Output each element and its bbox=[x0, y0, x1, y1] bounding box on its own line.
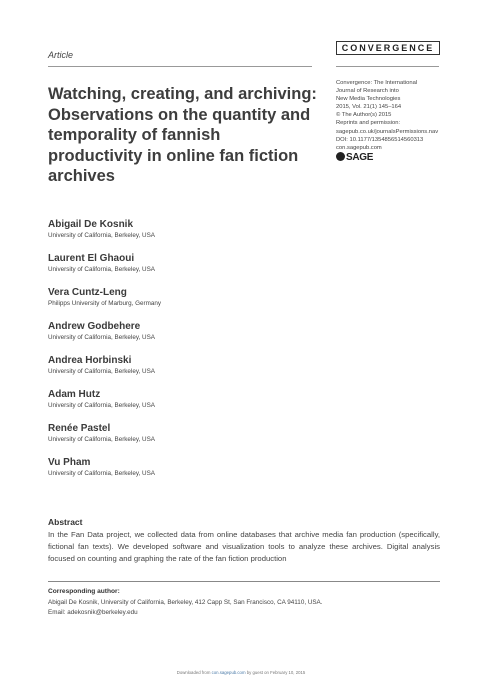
header-divider-right bbox=[336, 66, 439, 67]
meta-line: Reprints and permission: bbox=[336, 120, 401, 127]
author-name: Laurent El Ghaoui bbox=[48, 253, 135, 264]
author-name: Adam Hutz bbox=[48, 389, 101, 400]
meta-line[interactable]: sagepub.co.uk/journalsPermissions.nav bbox=[336, 128, 439, 135]
author-block bbox=[48, 219, 348, 240]
author-block bbox=[48, 389, 348, 410]
footer-suffix: by guest on February 10, 2015 bbox=[246, 670, 306, 675]
publisher-name: SAGE bbox=[346, 152, 374, 163]
journal-meta bbox=[336, 79, 456, 152]
sage-circle-icon bbox=[336, 152, 345, 161]
author-block bbox=[48, 457, 348, 478]
corresponding-email[interactable]: Email: adekosnik@berkeley.edu bbox=[48, 608, 138, 616]
paper-title: Watching, creating, and archiving: Observations on the quantity and temporality of fannish productivity in online fan fiction archives bbox=[48, 85, 317, 185]
footer-prefix: Downloaded from bbox=[176, 670, 211, 675]
author-block bbox=[48, 355, 348, 376]
author-affiliation: University of California, Berkeley, USA bbox=[48, 402, 155, 409]
author-name: Vu Pham bbox=[48, 457, 91, 468]
author-name: Renée Pastel bbox=[48, 423, 111, 434]
author-block bbox=[48, 287, 348, 308]
author-affiliation: University of California, Berkeley, USA bbox=[48, 232, 155, 239]
author-name: Andrew Godbehere bbox=[48, 321, 141, 332]
author-affiliation: University of California, Berkeley, USA bbox=[48, 470, 155, 477]
author-name: Andrea Horbinski bbox=[48, 355, 132, 366]
corresponding-heading: Corresponding author: bbox=[48, 588, 120, 595]
author-block bbox=[48, 321, 348, 342]
abstract-text: In the Fan Data project, we collected data from online databases that archive media fan production (specifically, fictional fan texts). We developed software and visualization tools to analyze these archives. Digital analysis focused on counting and graphing the rate of the fan fiction production bbox=[48, 530, 440, 563]
footer-link[interactable]: con.sagepub.com bbox=[211, 670, 246, 675]
meta-line: New Media Technologies bbox=[336, 96, 401, 103]
author-block bbox=[48, 423, 348, 444]
corresponding-details bbox=[48, 598, 440, 617]
author-affiliation: University of California, Berkeley, USA bbox=[48, 334, 155, 341]
meta-line: 2015, Vol. 21(1) 145–164 bbox=[336, 104, 402, 111]
author-name: Abigail De Kosnik bbox=[48, 219, 134, 230]
publisher-logo bbox=[336, 152, 373, 163]
header-divider bbox=[48, 66, 312, 67]
corresponding-address: Abigail De Kosnik, University of California, Berkeley, 412 Capp St, San Francisco, CA 94110, USA. bbox=[48, 599, 323, 606]
journal-logo: CONVERGENCE bbox=[336, 41, 440, 55]
author-affiliation: University of California, Berkeley, USA bbox=[48, 368, 155, 375]
author-affiliation: University of California, Berkeley, USA bbox=[48, 266, 155, 273]
meta-line: Convergence: The International bbox=[336, 80, 418, 86]
download-footer bbox=[0, 670, 482, 675]
author-affiliation: Philipps University of Marburg, Germany bbox=[48, 300, 162, 307]
abstract-heading: Abstract bbox=[48, 517, 83, 527]
section-divider bbox=[48, 581, 440, 582]
article-type-label: Article bbox=[48, 50, 74, 60]
author-affiliation: University of California, Berkeley, USA bbox=[48, 436, 155, 443]
meta-line[interactable]: con.sagepub.com bbox=[336, 144, 382, 151]
meta-line: DOI: 10.1177/1354856514560313 bbox=[336, 136, 424, 143]
meta-line: © The Author(s) 2015 bbox=[336, 112, 392, 119]
meta-line: Journal of Research into bbox=[336, 88, 399, 95]
author-name: Vera Cuntz-Leng bbox=[48, 287, 127, 298]
author-block bbox=[48, 253, 348, 274]
